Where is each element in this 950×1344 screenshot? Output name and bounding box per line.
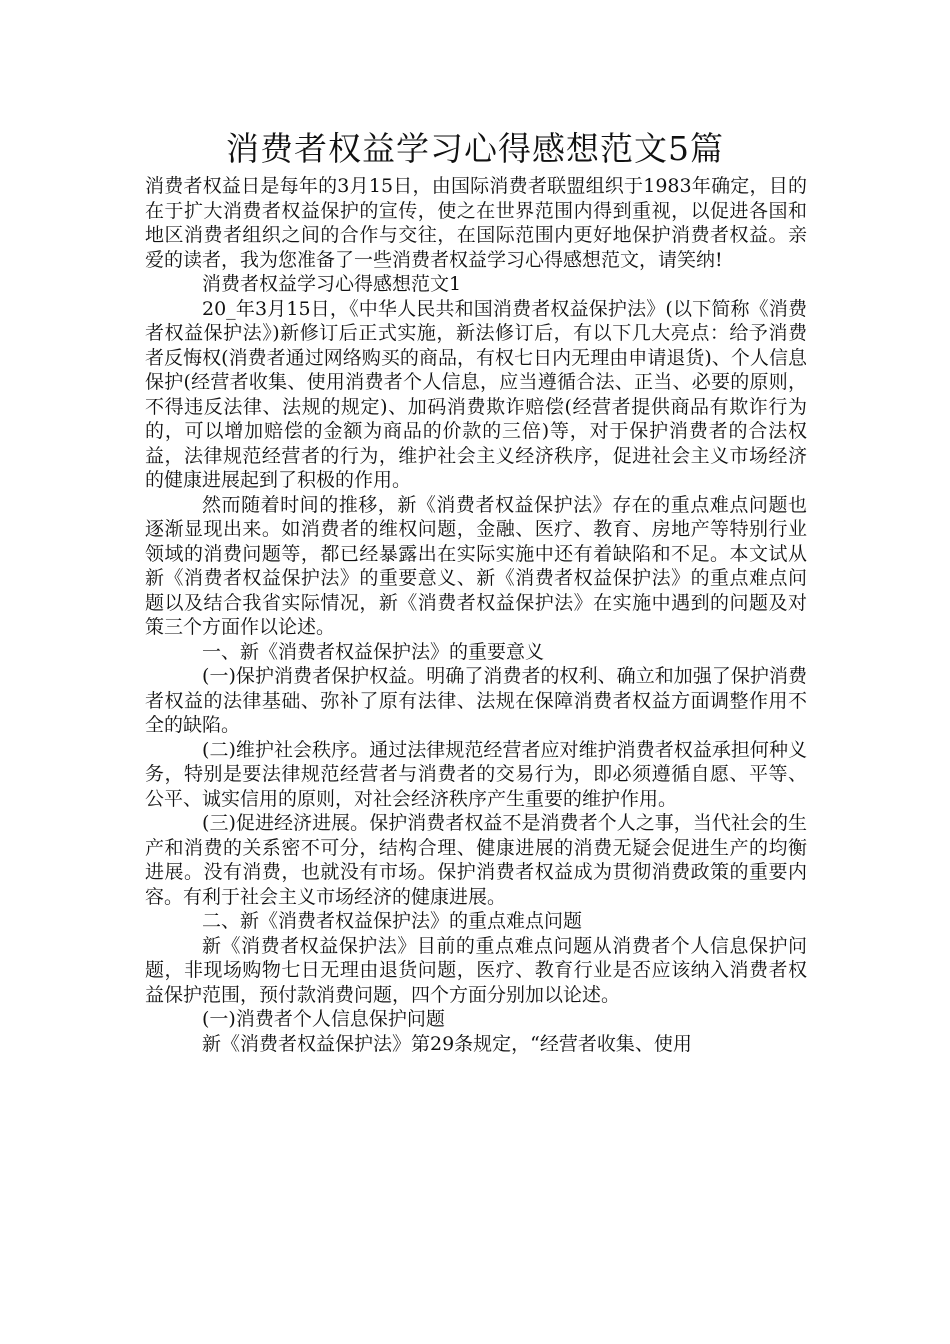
document-body (145, 174, 807, 1056)
body-paragraph: (二)维护社会秩序。通过法律规范经营者应对维护消费者权益承担何种义务，特别是要法律规范经营者与消费者的交易行为，即必须遵循自愿、平等、公平、诚实信用的原则，对社会经济秩序产生重要的维护作用。 (145, 738, 807, 810)
section-heading-importance: 一、新《消费者权益保护法》的重要意义 (202, 640, 545, 663)
section-heading-essay-1: 消费者权益学习心得感想范文1 (202, 273, 462, 295)
section-heading-key-issues: 二、新《消费者权益保护法》的重点难点问题 (202, 910, 583, 932)
body-paragraph: (一)保护消费者保护权益。明确了消费者的权利、确立和加强了保护消费者权益的法律基础、弥补了原有法律、法规在保障消费者权益方面调整作用不全的缺陷。 (145, 665, 807, 736)
intro-paragraph: 消费者权益日是每年的3月15日，由国际消费者联盟组织于1983年确定，目的在于扩大消费者权益保护的宣传，使之在世界范围内得到重视，以促进各国和地区消费者组织之间的合作与交往，在国际范围内更好地保护消费者权益。亲爱的读者，我为您准备了一些消费者权益学习心得感想范文，请笑纳! (145, 175, 807, 271)
subsection-heading-personal-info: (一)消费者个人信息保护问题 (202, 1008, 445, 1030)
body-paragraph: 新《消费者权益保护法》目前的重点难点问题从消费者个人信息保护问题，非现场购物七日无理由退货问题，医疗、教育行业是否应该纳入消费者权益保护范围，预付款消费问题，四个方面分别加以论述。 (145, 934, 807, 1006)
body-paragraph: (三)促进经济进展。保护消费者权益不是消费者个人之事，当代社会的生产和消费的关系密不可分，结构合理、健康进展的消费无疑会促进生产的均衡进展。没有消费，也就没有市场。保护消费者权益成为贯彻消费政策的重要内容。有利于社会主义市场经济的健康进展。 (145, 812, 807, 908)
document-title: 消费者权益学习心得感想范文5篇 (226, 129, 724, 168)
body-paragraph: 20_年3月15日，《中华人民共和国消费者权益保护法》(以下简称《消费者权益保护法》)新修订后正式实施，新法修订后，有以下几大亮点：给予消费者反悔权(消费者通过网络购买的商品，有权七日内无理由申请退货)、个人信息保护(经营者收集、使用消费者个人信息，应当遵循合法、正当、必要的原则，不得违反法律、法规的规定)、加码消费欺诈赔偿(经营者提供商品有欺诈行为的，可以增加赔偿的金额为商品的价款的三倍)等，对于保护消费者的合法权益，法律规范经营者的行为，维护社会主义经济秩序，促进社会主义市场经济的健康进展起到了积极的作用。 (145, 297, 807, 491)
body-paragraph: 然而随着时间的推移，新《消费者权益保护法》存在的重点难点问题也逐渐显现出来。如消费者的维权问题，金融、医疗、教育、房地产等特别行业领域的消费问题等，都已经暴露出在实际实施中还有着缺陷和不足。本文试从新《消费者权益保护法》的重要意义、新《消费者权益保护法》的重点难点问题以及结合我省实际情况，新《消费者权益保护法》在实施中遇到的问题及对策三个方面作以论述。 (145, 493, 807, 638)
body-paragraph: 新《消费者权益保护法》第29条规定，“经营者收集、使用 (202, 1032, 692, 1055)
